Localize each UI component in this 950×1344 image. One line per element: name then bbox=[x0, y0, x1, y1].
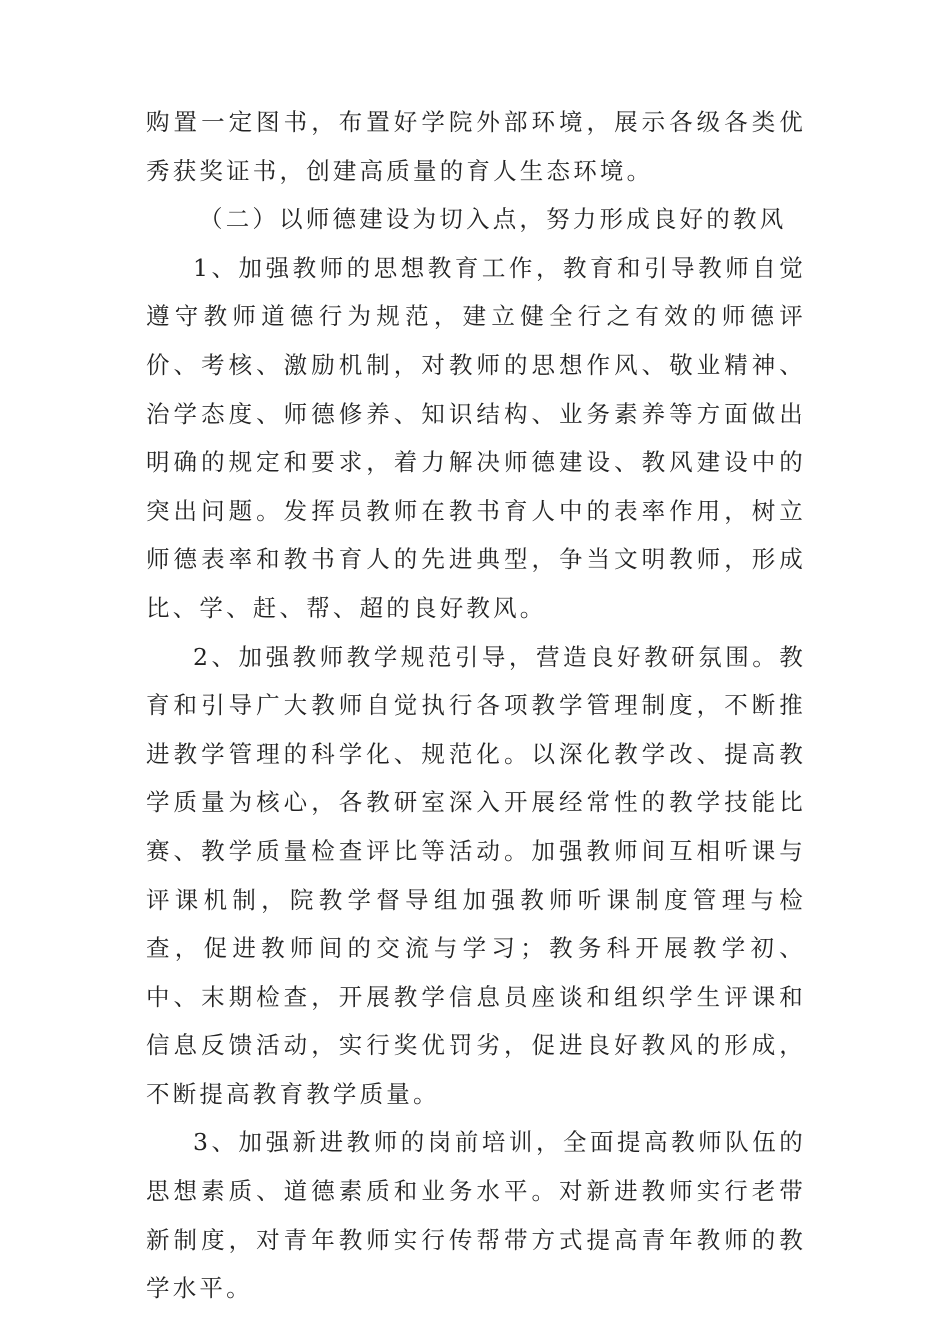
paragraph-item-1: 1、加强教师的思想教育工作，教育和引导教师自觉遵守教师道德行为规范，建立健全行之有效的师德评价、考核、激励机制，对教师的思想作风、敬业精神、治学态度、师德修养、知识结构、业务素养等方面做出明确的规定和要求，着力解决师德建设、教风建设中的突出问题。发挥员教师在教书育人中的表率作用，树立师德表率和教书育人的先进典型，争当文明教师，形成比、学、赶、帮、超的良好教风。 bbox=[146, 253, 806, 622]
section-heading: （二）以师德建设为切入点，努力形成良好的教风 bbox=[199, 205, 787, 234]
paragraph-item-3: 3、加强新进教师的岗前培训，全面提高教师队伍的思想素质、道德素质和业务水平。对新进教师实行老带新制度，对青年教师实行传帮带方式提高青年教师的教学水平。 bbox=[146, 1128, 806, 1303]
paragraph-item-2: 2、加强教师教学规范引导，营造良好教研氛围。教育和引导广大教师自觉执行各项教学管理制度，不断推进教学管理的科学化、规范化。以深化教学改、提高教学质量为核心，各教研室深入开展经常性的教学技能比赛、教学质量检查评比等活动。加强教师间互相听课与评课机制，院教学督导组加强教师听课制度管理与检查，促进教师间的交流与学习；教务科开展教学初、中、末期检查，开展教学信息员座谈和组织学生评课和信息反馈活动，实行奖优罚劣，促进良好教风的形成，不断提高教育教学质量。 bbox=[146, 642, 806, 1108]
document-body bbox=[146, 98, 806, 1313]
paragraph-continuation: 购置一定图书，布置好学院外部环境，展示各级各类优秀获奖证书，创建高质量的育人生态环境。 bbox=[146, 108, 806, 185]
